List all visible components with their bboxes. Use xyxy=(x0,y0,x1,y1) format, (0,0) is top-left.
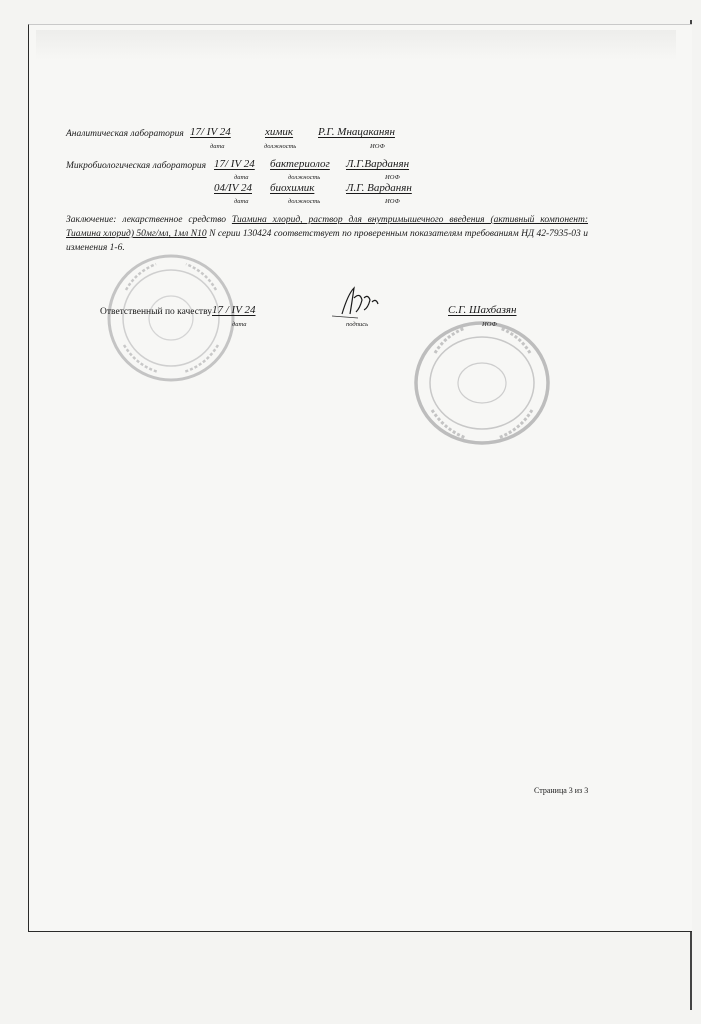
analytical-lab-label: Аналитическая лаборатория xyxy=(66,129,184,139)
conclusion-suffix: соответствует по проверенным показателям требованиям НД 42-7935-03 и изменения 1-6. xyxy=(66,229,588,253)
micro-lab-row1-caption-position: должность xyxy=(288,174,321,181)
conclusion-prefix: Заключение: лекарственное средство xyxy=(66,215,226,225)
conclusion-text xyxy=(66,213,588,255)
micro-lab-label: Микробиологическая лаборатория xyxy=(66,161,207,171)
page-number: Страница 3 из 3 xyxy=(534,786,589,795)
conclusion-product: Тиамина хлорид, раствор для внутримышечного введения (активный компонент: Тиамина хлорид) 50мг/мл, 1мл N10 xyxy=(66,215,589,239)
micro-lab-row1-caption-date: дата xyxy=(234,174,249,181)
responsible-signature xyxy=(328,284,388,322)
micro-lab-row2-caption-date: дата xyxy=(234,198,249,205)
responsible-caption-name: ИОФ xyxy=(482,321,497,328)
responsible-name: С.Г. Шахбазян xyxy=(448,304,517,316)
analytical-lab-name: Р.Г. Мнацаканян xyxy=(318,126,395,138)
micro-lab-row2-name: Л.Г. Варданян xyxy=(346,182,412,194)
analytical-lab-caption-date: дата xyxy=(210,143,225,150)
micro-lab-row1-name: Л.Г.Варданян xyxy=(346,158,410,170)
responsible-label: Ответственный по качеству xyxy=(100,307,212,317)
responsible-caption-date: дата xyxy=(232,321,247,328)
micro-lab-row1-date: 17/ IV 24 xyxy=(214,158,255,170)
analytical-lab-position: химик xyxy=(265,126,294,138)
responsible-caption-signature: подпись xyxy=(346,321,369,328)
analytical-lab-caption-position: должность xyxy=(264,143,297,150)
responsible-date: 17 / IV 24 xyxy=(212,304,256,316)
analytical-lab-date: 17/ IV 24 xyxy=(190,126,231,138)
scan-artifact xyxy=(36,30,676,60)
micro-lab-row1-position: бактериолог xyxy=(270,158,330,170)
micro-lab-row2-date: 04/IV 24 xyxy=(214,182,252,194)
analytical-lab-caption-name: ИОФ xyxy=(370,143,385,150)
micro-lab-row1-caption-name: ИОФ xyxy=(385,174,400,181)
right-stamp-seal xyxy=(410,318,555,448)
micro-lab-row2-position: биохимик xyxy=(270,182,315,194)
micro-lab-row2-caption-position: должность xyxy=(288,198,321,205)
micro-lab-row2-caption-name: ИОФ xyxy=(385,198,400,205)
conclusion-series: N серии 130424 xyxy=(209,229,272,239)
left-stamp-seal xyxy=(96,250,246,385)
